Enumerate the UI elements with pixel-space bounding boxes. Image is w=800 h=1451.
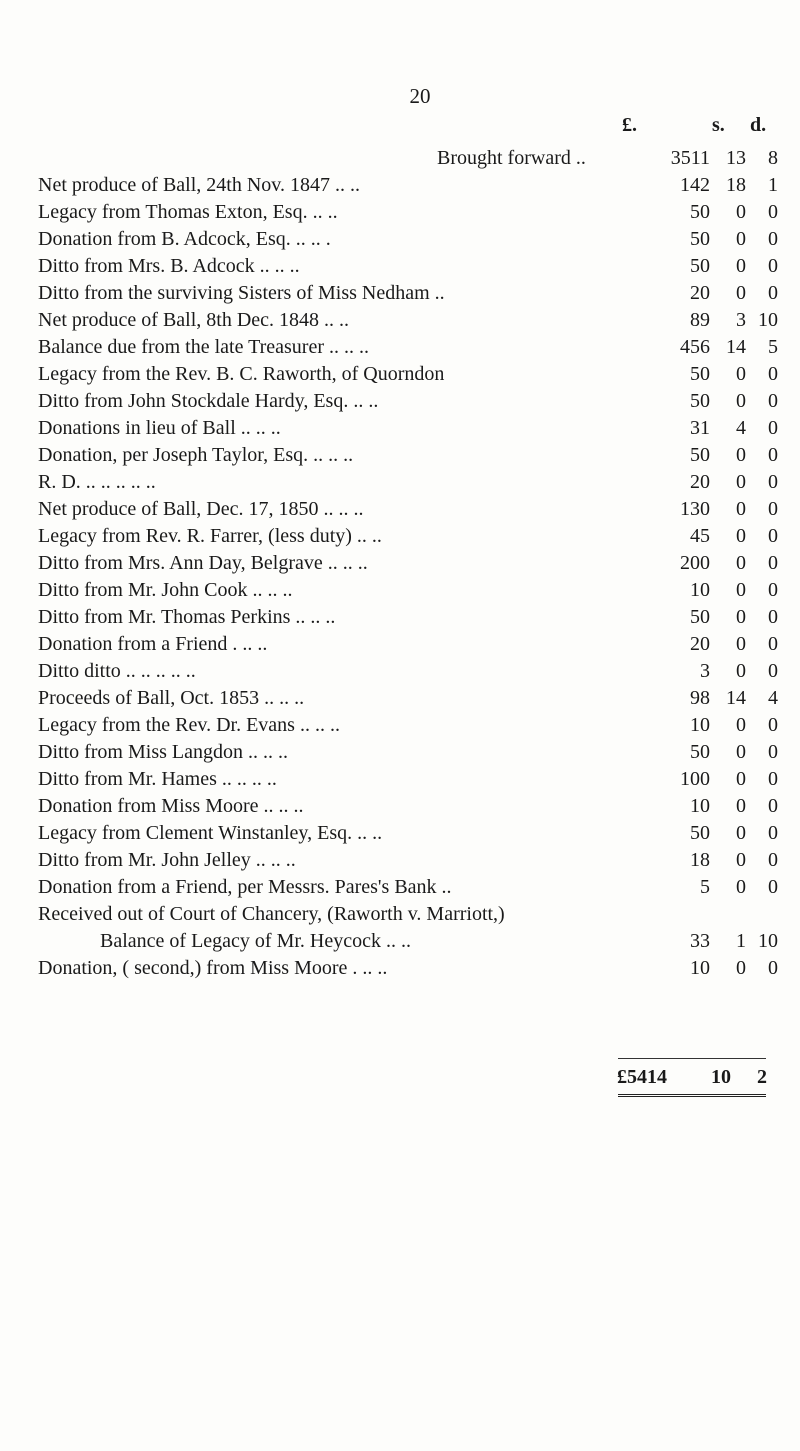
entry-shillings: 0 <box>736 714 746 736</box>
ledger-row <box>38 524 778 551</box>
entry-pounds: 50 <box>690 741 710 763</box>
ledger-row <box>38 335 778 362</box>
entry-shillings: 0 <box>736 579 746 601</box>
entry-description: Ditto from John Stockdale Hardy, Esq. .. .. <box>38 390 379 412</box>
brought-forward-label: Brought forward .. <box>437 147 586 169</box>
entry-pounds: 50 <box>690 255 710 277</box>
entry-shillings: 0 <box>736 390 746 412</box>
entry-description: Ditto from Mr. Thomas Perkins .. .. .. <box>38 606 336 628</box>
entry-pence: 0 <box>768 795 778 817</box>
ledger-row <box>38 929 778 956</box>
entry-description: Legacy from the Rev. B. C. Raworth, of Quorndon <box>38 363 445 385</box>
entry-description: Legacy from Clement Winstanley, Esq. .. .. <box>38 822 383 844</box>
ledger-row <box>38 605 778 632</box>
entry-shillings: 0 <box>736 795 746 817</box>
entry-shillings: 0 <box>736 660 746 682</box>
ledger-row <box>38 632 778 659</box>
entry-pence: 0 <box>768 444 778 466</box>
entry-pounds: 50 <box>690 822 710 844</box>
ledger-row <box>38 578 778 605</box>
shillings-column-header: s. <box>712 114 725 136</box>
entry-shillings: 0 <box>736 849 746 871</box>
ledger-row <box>38 713 778 740</box>
entry-pounds: 50 <box>690 201 710 223</box>
entry-pence: 0 <box>768 768 778 790</box>
entry-pence: 0 <box>768 552 778 574</box>
entry-description: Donation from a Friend, per Messrs. Pares's Bank .. <box>38 876 452 898</box>
entry-pence: 5 <box>768 336 778 358</box>
entry-description: Donation, per Joseph Taylor, Esq. .. .. .. <box>38 444 354 466</box>
ledger-row <box>38 254 778 281</box>
ledger-row <box>38 740 778 767</box>
entry-shillings: 14 <box>726 687 746 709</box>
entry-shillings: 0 <box>736 363 746 385</box>
entry-description: Ditto from Mr. John Cook .. .. .. <box>38 579 293 601</box>
entry-description: Ditto from Mr. John Jelley .. .. .. <box>38 849 296 871</box>
entry-pence: 10 <box>758 309 778 331</box>
brought-forward-shillings: 13 <box>726 147 746 169</box>
entry-shillings: 0 <box>736 525 746 547</box>
entry-pence: 0 <box>768 660 778 682</box>
entry-description: Legacy from Thomas Exton, Esq. .. .. <box>38 201 338 223</box>
entry-shillings: 0 <box>736 552 746 574</box>
ledger-row <box>38 173 778 200</box>
brought-forward-pence: 8 <box>768 147 778 169</box>
entry-description: Ditto from Miss Langdon .. .. .. <box>38 741 288 763</box>
entry-pence: 0 <box>768 282 778 304</box>
entry-shillings: 0 <box>736 498 746 520</box>
entry-pounds: 50 <box>690 390 710 412</box>
ledger-row <box>38 956 778 983</box>
entry-pounds: 50 <box>690 363 710 385</box>
entry-pounds: 10 <box>690 957 710 979</box>
entry-description: Received out of Court of Chancery, (Raworth v. Marriott,) <box>38 903 505 925</box>
entry-shillings: 0 <box>736 255 746 277</box>
entry-pence: 0 <box>768 714 778 736</box>
ledger-row <box>38 470 778 497</box>
entry-pence: 0 <box>768 741 778 763</box>
entry-pounds: 50 <box>690 606 710 628</box>
ledger-row <box>38 200 778 227</box>
brought-forward-pounds: 3511 <box>670 147 710 169</box>
brought-forward-row <box>38 146 778 173</box>
entry-pounds: 98 <box>690 687 710 709</box>
ledger-row <box>38 362 778 389</box>
entry-pence: 0 <box>768 498 778 520</box>
entry-description: Ditto from Mr. Hames .. .. .. .. <box>38 768 277 790</box>
entry-description: Balance of Legacy of Mr. Heycock .. .. <box>100 930 411 952</box>
entry-pence: 10 <box>758 930 778 952</box>
entry-shillings: 0 <box>736 876 746 898</box>
entry-description: Donation from Miss Moore .. .. .. <box>38 795 304 817</box>
entry-pence: 0 <box>768 633 778 655</box>
ledger-row <box>38 416 778 443</box>
total-pounds: £5414 <box>617 1066 667 1088</box>
entry-pounds: 20 <box>690 471 710 493</box>
entry-shillings: 14 <box>726 336 746 358</box>
entry-pence: 0 <box>768 471 778 493</box>
entry-shillings: 0 <box>736 741 746 763</box>
ledger-row <box>38 821 778 848</box>
entry-pounds: 89 <box>690 309 710 331</box>
entry-description: Net produce of Ball, 24th Nov. 1847 .. .. <box>38 174 360 196</box>
ledger-row <box>38 227 778 254</box>
entry-shillings: 0 <box>736 606 746 628</box>
entry-pence: 0 <box>768 255 778 277</box>
entry-pence: 0 <box>768 606 778 628</box>
ledger-row <box>38 767 778 794</box>
total-rule-top <box>618 1058 766 1059</box>
entry-pence: 0 <box>768 201 778 223</box>
ledger-row <box>38 875 778 902</box>
ledger-row <box>38 794 778 821</box>
ledger-row <box>38 551 778 578</box>
entry-description: R. D. .. .. .. .. .. <box>38 471 156 493</box>
entry-pounds: 200 <box>680 552 710 574</box>
entry-description: Ditto from the surviving Sisters of Miss Nedham .. <box>38 282 445 304</box>
entry-description: Ditto from Mrs. Ann Day, Belgrave .. .. .. <box>38 552 368 574</box>
pounds-column-header: £. <box>622 114 637 136</box>
entry-pounds: 5 <box>700 876 710 898</box>
entry-pounds: 50 <box>690 228 710 250</box>
ledger-row <box>38 848 778 875</box>
ledger-row <box>38 686 778 713</box>
entry-pounds: 20 <box>690 633 710 655</box>
entry-shillings: 0 <box>736 444 746 466</box>
entry-pence: 0 <box>768 417 778 439</box>
entry-shillings: 0 <box>736 822 746 844</box>
entry-shillings: 0 <box>736 768 746 790</box>
ledger-row <box>38 443 778 470</box>
entry-shillings: 0 <box>736 633 746 655</box>
entry-description: Donations in lieu of Ball .. .. .. <box>38 417 281 439</box>
entry-pence: 0 <box>768 525 778 547</box>
ledger-row <box>38 308 778 335</box>
entry-pence: 0 <box>768 849 778 871</box>
entry-pence: 1 <box>768 174 778 196</box>
entry-description: Legacy from the Rev. Dr. Evans .. .. .. <box>38 714 340 736</box>
entry-shillings: 0 <box>736 282 746 304</box>
entry-pounds: 456 <box>680 336 710 358</box>
entry-shillings: 0 <box>736 201 746 223</box>
entry-description: Net produce of Ball, 8th Dec. 1848 .. .. <box>38 309 350 331</box>
entry-pence: 0 <box>768 876 778 898</box>
entry-shillings: 3 <box>736 309 746 331</box>
entry-description: Balance due from the late Treasurer .. .. .. <box>38 336 370 358</box>
entry-shillings: 0 <box>736 228 746 250</box>
entry-description: Ditto ditto .. .. .. .. .. <box>38 660 196 682</box>
ledger-row <box>38 902 778 929</box>
entry-pounds: 130 <box>680 498 710 520</box>
entry-pounds: 10 <box>690 795 710 817</box>
entry-pounds: 33 <box>690 930 710 952</box>
entry-pence: 4 <box>768 687 778 709</box>
entry-pounds: 100 <box>680 768 710 790</box>
entry-description: Legacy from Rev. R. Farrer, (less duty) .. .. <box>38 525 382 547</box>
ledger-row <box>38 389 778 416</box>
entry-shillings: 0 <box>736 471 746 493</box>
entry-description: Proceeds of Ball, Oct. 1853 .. .. .. <box>38 687 305 709</box>
total-shillings: 10 <box>711 1066 731 1088</box>
entry-shillings: 18 <box>726 174 746 196</box>
entry-description: Net produce of Ball, Dec. 17, 1850 .. .. .. <box>38 498 364 520</box>
page-number: 20 <box>409 84 431 108</box>
entry-pounds: 45 <box>690 525 710 547</box>
entry-description: Donation from a Friend . .. .. <box>38 633 268 655</box>
ledger-row <box>38 497 778 524</box>
entry-pounds: 10 <box>690 579 710 601</box>
entry-pence: 0 <box>768 579 778 601</box>
entry-pounds: 18 <box>690 849 710 871</box>
entry-description: Donation from B. Adcock, Esq. .. .. . <box>38 228 331 250</box>
pence-column-header: d. <box>750 114 767 136</box>
entry-pence: 0 <box>768 363 778 385</box>
entry-pounds: 20 <box>690 282 710 304</box>
entry-shillings: 4 <box>736 417 746 439</box>
entry-pence: 0 <box>768 228 778 250</box>
entry-pence: 0 <box>768 822 778 844</box>
entry-pounds: 142 <box>680 174 710 196</box>
ledger-row <box>38 281 778 308</box>
total-rule-bottom <box>618 1094 766 1097</box>
entry-shillings: 1 <box>736 930 746 952</box>
ledger-table <box>38 146 778 983</box>
entry-shillings: 0 <box>736 957 746 979</box>
entry-description: Donation, ( second,) from Miss Moore . .. .. <box>38 957 388 979</box>
ledger-row <box>38 659 778 686</box>
entry-pounds: 3 <box>700 660 710 682</box>
entry-pence: 0 <box>768 390 778 412</box>
total-pence: 2 <box>757 1066 767 1088</box>
entry-pence: 0 <box>768 957 778 979</box>
entry-pounds: 10 <box>690 714 710 736</box>
entry-description: Ditto from Mrs. B. Adcock .. .. .. <box>38 255 300 277</box>
entry-pounds: 31 <box>690 417 710 439</box>
entry-pounds: 50 <box>690 444 710 466</box>
